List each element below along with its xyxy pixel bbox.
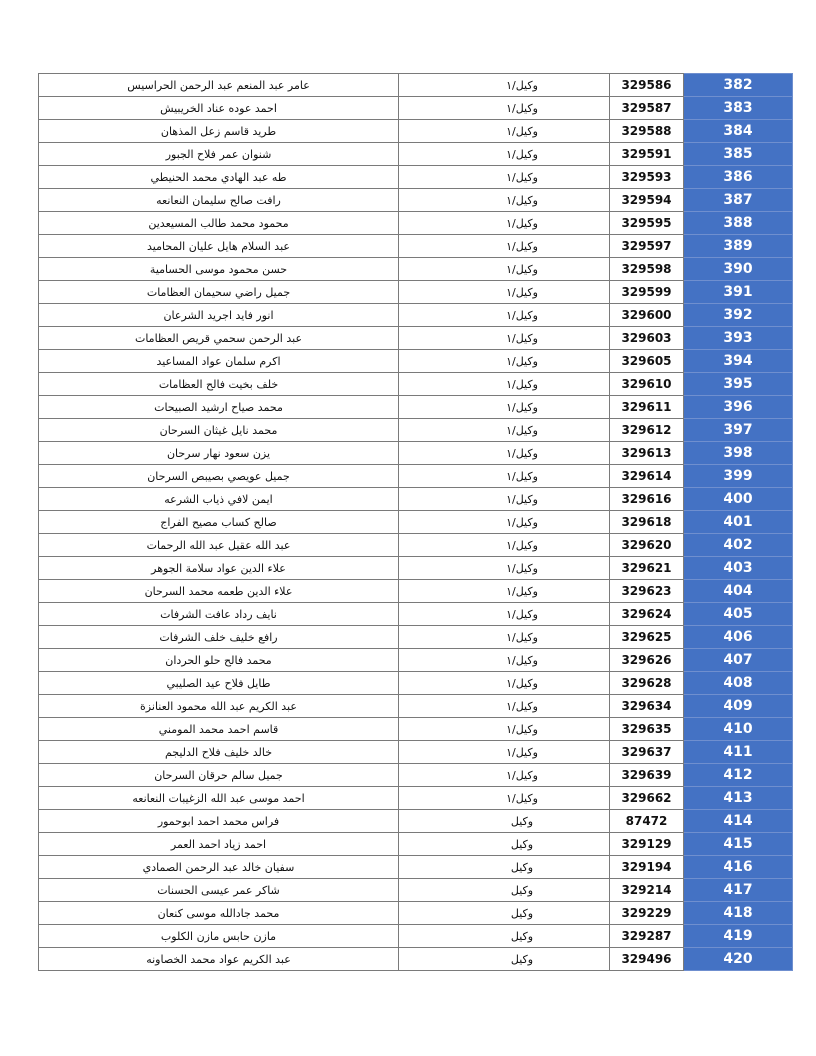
table-row (39, 442, 793, 465)
name-text: فراس محمد احمد ابوحمور (157, 814, 280, 828)
table-row (39, 626, 793, 649)
rank-text: وكيل (510, 883, 534, 897)
sequence-number-cell: 400 (684, 488, 793, 511)
rank-text: وكيل/١ (506, 331, 538, 345)
sequence-number-cell: 407 (684, 649, 793, 672)
rank-cell (399, 396, 610, 419)
sequence-number-cell: 406 (684, 626, 793, 649)
rank-text: وكيل/١ (506, 193, 538, 207)
rank-cell (399, 856, 610, 879)
military-number-cell: 329194 (610, 856, 684, 879)
sequence-number-cell: 408 (684, 672, 793, 695)
military-number-cell: 329625 (610, 626, 684, 649)
sequence-number-cell: 388 (684, 212, 793, 235)
table-row (39, 327, 793, 350)
table-row (39, 764, 793, 787)
name-cell (39, 695, 399, 718)
table-row (39, 74, 793, 97)
name-text: محمد نايل غيثان السرحان (159, 423, 278, 437)
name-text: نايف رداد عافت الشرفات (160, 607, 277, 621)
rank-text: وكيل (510, 860, 534, 874)
rank-cell (399, 488, 610, 511)
rank-cell (399, 97, 610, 120)
rank-text: وكيل (510, 837, 534, 851)
table-row (39, 879, 793, 902)
name-text: انور فايد اجريد الشرعان (163, 308, 274, 322)
rank-text: وكيل/١ (506, 400, 538, 414)
name-cell (39, 626, 399, 649)
name-cell (39, 281, 399, 304)
military-number-cell: 329620 (610, 534, 684, 557)
table-row (39, 281, 793, 304)
table-row (39, 672, 793, 695)
military-number-cell: 329586 (610, 74, 684, 97)
table-row (39, 465, 793, 488)
rank-cell (399, 373, 610, 396)
rank-cell (399, 212, 610, 235)
name-cell (39, 442, 399, 465)
rank-cell (399, 166, 610, 189)
name-cell (39, 534, 399, 557)
rank-cell (399, 718, 610, 741)
sequence-number-cell: 396 (684, 396, 793, 419)
sequence-number-cell: 403 (684, 557, 793, 580)
military-number-cell: 329635 (610, 718, 684, 741)
sequence-number-cell: 409 (684, 695, 793, 718)
sequence-number-cell: 387 (684, 189, 793, 212)
table-row (39, 787, 793, 810)
military-number-cell: 329610 (610, 373, 684, 396)
rank-text: وكيل (510, 929, 534, 943)
rank-text: وكيل/١ (506, 538, 538, 552)
name-text: خالد خليف فلاح الدليجم (164, 745, 273, 759)
military-number-cell: 329591 (610, 143, 684, 166)
name-cell (39, 465, 399, 488)
name-text: حسن محمود موسى الحسامية (149, 262, 288, 276)
rank-cell (399, 442, 610, 465)
rank-text: وكيل/١ (506, 285, 538, 299)
name-text: محمود محمد طالب المسيعدين (148, 216, 289, 230)
name-text: شاكر عمر عيسى الحسنات (157, 883, 280, 897)
military-number-cell: 87472 (610, 810, 684, 833)
name-cell (39, 327, 399, 350)
rank-cell (399, 465, 610, 488)
sequence-number-cell: 386 (684, 166, 793, 189)
sequence-number-cell: 401 (684, 511, 793, 534)
name-cell (39, 419, 399, 442)
military-number-cell: 329597 (610, 235, 684, 258)
rank-cell (399, 511, 610, 534)
military-number-cell: 329616 (610, 488, 684, 511)
rank-text: وكيل/١ (506, 469, 538, 483)
name-cell (39, 120, 399, 143)
rank-text: وكيل/١ (506, 699, 538, 713)
table-row (39, 143, 793, 166)
military-number-cell: 329614 (610, 465, 684, 488)
military-number-cell: 329598 (610, 258, 684, 281)
rank-text: وكيل (510, 814, 534, 828)
rank-cell (399, 649, 610, 672)
rank-text: وكيل/١ (506, 561, 538, 575)
military-number-cell: 329639 (610, 764, 684, 787)
table-row (39, 212, 793, 235)
name-text: محمد صياح ارشيد الصبيحات (154, 400, 283, 414)
military-number-cell: 329588 (610, 120, 684, 143)
name-text: محمد جادالله موسى كنعان (157, 906, 280, 920)
rank-cell (399, 902, 610, 925)
rank-text: وكيل/١ (506, 170, 538, 184)
military-number-cell: 329603 (610, 327, 684, 350)
name-cell (39, 396, 399, 419)
name-cell (39, 672, 399, 695)
name-text: طايل فلاح عيد الصليبي (166, 676, 271, 690)
table-row (39, 396, 793, 419)
name-cell (39, 212, 399, 235)
military-number-cell: 329587 (610, 97, 684, 120)
military-number-cell: 329605 (610, 350, 684, 373)
military-number-cell: 329593 (610, 166, 684, 189)
name-cell (39, 810, 399, 833)
name-cell (39, 511, 399, 534)
name-text: عبد الرحمن سحمي قريص العظامات (134, 331, 303, 345)
name-cell (39, 580, 399, 603)
name-cell (39, 557, 399, 580)
name-text: رافت صالح سليمان النعانعه (156, 193, 281, 207)
name-text: عامر عبد المنعم عبد الرحمن الحراسيس (127, 78, 310, 92)
military-number-cell: 329628 (610, 672, 684, 695)
rank-cell (399, 350, 610, 373)
name-cell (39, 304, 399, 327)
military-number-cell: 329618 (610, 511, 684, 534)
name-text: اكرم سلمان عواد المساعيد (156, 354, 281, 368)
rank-text: وكيل/١ (506, 768, 538, 782)
table-row (39, 304, 793, 327)
name-cell (39, 764, 399, 787)
rank-text: وكيل/١ (506, 308, 538, 322)
rank-cell (399, 695, 610, 718)
sequence-number-cell: 405 (684, 603, 793, 626)
rank-cell (399, 833, 610, 856)
rank-cell (399, 626, 610, 649)
rank-text: وكيل/١ (506, 607, 538, 621)
name-cell (39, 143, 399, 166)
military-number-cell: 329612 (610, 419, 684, 442)
sequence-number-cell: 399 (684, 465, 793, 488)
rank-cell (399, 281, 610, 304)
table-row (39, 810, 793, 833)
table-body (39, 74, 793, 971)
name-text: جميل سالم حرقان السرحان (154, 768, 283, 782)
military-number-cell: 329626 (610, 649, 684, 672)
military-number-cell: 329214 (610, 879, 684, 902)
military-number-cell: 329611 (610, 396, 684, 419)
rank-cell (399, 672, 610, 695)
personnel-table (38, 73, 793, 971)
name-text: صالح كساب مصيح الفراج (160, 515, 277, 529)
sequence-number-cell: 390 (684, 258, 793, 281)
rank-cell (399, 557, 610, 580)
name-text: ايمن لافي ذياب الشرعه (164, 492, 273, 506)
name-text: مازن حابس مازن الكلوب (160, 929, 277, 943)
table-row (39, 488, 793, 511)
military-number-cell: 329287 (610, 925, 684, 948)
sequence-number-cell: 402 (684, 534, 793, 557)
table-row (39, 419, 793, 442)
sequence-number-cell: 389 (684, 235, 793, 258)
rank-cell (399, 419, 610, 442)
table-row (39, 97, 793, 120)
military-number-cell: 329595 (610, 212, 684, 235)
military-number-cell: 329623 (610, 580, 684, 603)
name-text: عبد الكريم عبد الله محمود العنانزة (140, 699, 297, 713)
rank-text: وكيل/١ (506, 124, 538, 138)
table-row (39, 235, 793, 258)
table-row (39, 373, 793, 396)
table-row (39, 948, 793, 971)
sequence-number-cell: 419 (684, 925, 793, 948)
name-text: احمد عوده عناد الخريبيش (160, 101, 277, 115)
name-text: جميل عويصي بصيبص السرحان (147, 469, 290, 483)
military-number-cell: 329599 (610, 281, 684, 304)
rank-cell (399, 603, 610, 626)
name-cell (39, 258, 399, 281)
rank-text: وكيل/١ (506, 377, 538, 391)
name-cell (39, 74, 399, 97)
table-row (39, 718, 793, 741)
sequence-number-cell: 392 (684, 304, 793, 327)
sequence-number-cell: 416 (684, 856, 793, 879)
table-row (39, 166, 793, 189)
name-cell (39, 603, 399, 626)
rank-cell (399, 327, 610, 350)
rank-text: وكيل/١ (506, 791, 538, 805)
rank-text: وكيل/١ (506, 423, 538, 437)
sequence-number-cell: 397 (684, 419, 793, 442)
sequence-number-cell: 417 (684, 879, 793, 902)
sequence-number-cell: 418 (684, 902, 793, 925)
rank-text: وكيل (510, 952, 534, 966)
name-text: محمد فالح حلو الحردان (165, 653, 272, 667)
military-number-cell: 329621 (610, 557, 684, 580)
name-cell (39, 350, 399, 373)
sequence-number-cell: 411 (684, 741, 793, 764)
rank-cell (399, 741, 610, 764)
name-cell (39, 925, 399, 948)
rank-text: وكيل/١ (506, 630, 538, 644)
name-text: عبد السلام هايل عليان المحاميد (147, 239, 290, 253)
sequence-number-cell: 394 (684, 350, 793, 373)
military-number-cell: 329634 (610, 695, 684, 718)
sequence-number-cell: 382 (684, 74, 793, 97)
name-text: سفيان خالد عبد الرحمن الصمادي (142, 860, 295, 874)
sequence-number-cell: 404 (684, 580, 793, 603)
rank-text: وكيل/١ (506, 446, 538, 460)
name-cell (39, 235, 399, 258)
military-number-cell: 329229 (610, 902, 684, 925)
name-cell (39, 97, 399, 120)
name-text: علاء الدين عواد سلامة الجوهر (151, 561, 286, 575)
rank-text: وكيل/١ (506, 147, 538, 161)
sequence-number-cell: 384 (684, 120, 793, 143)
rank-cell (399, 258, 610, 281)
table-row (39, 925, 793, 948)
rank-text: وكيل/١ (506, 216, 538, 230)
rank-text: وكيل/١ (506, 239, 538, 253)
military-number-cell: 329600 (610, 304, 684, 327)
rank-cell (399, 189, 610, 212)
military-number-cell: 329129 (610, 833, 684, 856)
name-text: احمد زياد احمد العمر (170, 837, 267, 851)
name-cell (39, 856, 399, 879)
table-row (39, 695, 793, 718)
sequence-number-cell: 414 (684, 810, 793, 833)
table-row (39, 350, 793, 373)
name-cell (39, 166, 399, 189)
name-cell (39, 189, 399, 212)
name-text: شنوان عمر فلاح الجبور (165, 147, 272, 161)
rank-cell (399, 879, 610, 902)
table-row (39, 649, 793, 672)
military-number-cell: 329637 (610, 741, 684, 764)
table-row (39, 189, 793, 212)
name-text: خلف بخيت فالح العظامات (158, 377, 279, 391)
sequence-number-cell: 385 (684, 143, 793, 166)
name-text: عبد الكريم عواد محمد الخصاونه (146, 952, 291, 966)
table-row (39, 258, 793, 281)
name-cell (39, 948, 399, 971)
rank-cell (399, 120, 610, 143)
table-row (39, 534, 793, 557)
table-row (39, 580, 793, 603)
rank-cell (399, 143, 610, 166)
name-text: قاسم احمد محمد المومني (158, 722, 279, 736)
name-text: طريد قاسم زعل المذهان (160, 124, 277, 138)
table-row (39, 557, 793, 580)
rank-text: وكيل/١ (506, 722, 538, 736)
sequence-number-cell: 383 (684, 97, 793, 120)
sequence-number-cell: 393 (684, 327, 793, 350)
name-cell (39, 741, 399, 764)
table-row (39, 856, 793, 879)
name-cell (39, 718, 399, 741)
military-number-cell: 329662 (610, 787, 684, 810)
name-cell (39, 787, 399, 810)
table-row (39, 833, 793, 856)
rank-text: وكيل/١ (506, 745, 538, 759)
name-text: جميل راضي سحيمان العظامات (146, 285, 291, 299)
rank-cell (399, 764, 610, 787)
table-row (39, 120, 793, 143)
sequence-number-cell: 420 (684, 948, 793, 971)
name-text: طه عبد الهادي محمد الحنيطي (150, 170, 287, 184)
military-number-cell: 329594 (610, 189, 684, 212)
rank-cell (399, 925, 610, 948)
rank-text: وكيل (510, 906, 534, 920)
table-row (39, 902, 793, 925)
rank-text: وكيل/١ (506, 653, 538, 667)
sequence-number-cell: 415 (684, 833, 793, 856)
rank-cell (399, 787, 610, 810)
name-cell (39, 833, 399, 856)
name-text: رافع خليف خلف الشرفات (159, 630, 278, 644)
military-number-cell: 329496 (610, 948, 684, 971)
rank-cell (399, 580, 610, 603)
name-cell (39, 488, 399, 511)
sequence-number-cell: 398 (684, 442, 793, 465)
name-cell (39, 879, 399, 902)
rank-text: وكيل/١ (506, 262, 538, 276)
rank-cell (399, 534, 610, 557)
name-text: علاء الدين طعمه محمد السرحان (144, 584, 293, 598)
name-cell (39, 373, 399, 396)
table-row (39, 741, 793, 764)
name-text: يزن سعود نهار سرحان (166, 446, 271, 460)
name-text: احمد موسى عبد الله الزغيبات النعانعه (132, 791, 305, 805)
rank-text: وكيل/١ (506, 676, 538, 690)
rank-text: وكيل/١ (506, 101, 538, 115)
name-cell (39, 902, 399, 925)
military-number-cell: 329613 (610, 442, 684, 465)
rank-text: وكيل/١ (506, 354, 538, 368)
rank-cell (399, 948, 610, 971)
rank-text: وكيل/١ (506, 515, 538, 529)
sequence-number-cell: 391 (684, 281, 793, 304)
name-cell (39, 649, 399, 672)
sequence-number-cell: 395 (684, 373, 793, 396)
rank-text: وكيل/١ (506, 78, 538, 92)
military-number-cell: 329624 (610, 603, 684, 626)
sequence-number-cell: 413 (684, 787, 793, 810)
table-row (39, 511, 793, 534)
sequence-number-cell: 410 (684, 718, 793, 741)
name-text: عبد الله عقيل عبد الله الرحمات (146, 538, 291, 552)
rank-text: وكيل/١ (506, 584, 538, 598)
rank-cell (399, 304, 610, 327)
table-row (39, 603, 793, 626)
rank-cell (399, 810, 610, 833)
rank-cell (399, 235, 610, 258)
rank-cell (399, 74, 610, 97)
sequence-number-cell: 412 (684, 764, 793, 787)
rank-text: وكيل/١ (506, 492, 538, 506)
